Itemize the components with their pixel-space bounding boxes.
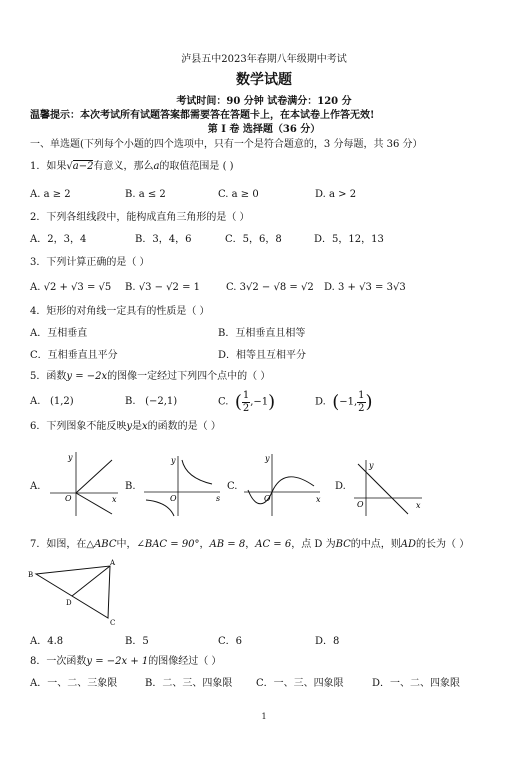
q6-option-b: B.	[125, 481, 136, 492]
q7-stem-b: 中，	[116, 539, 137, 550]
q3-option-a: A. √2 + √3 = √5	[30, 282, 112, 293]
question-8-stem	[30, 656, 221, 668]
q5-option-d	[315, 390, 373, 415]
q2-option-c: C．5，6，8	[225, 234, 282, 245]
q5-d-head: −1,	[339, 396, 358, 408]
question-5-stem	[30, 371, 270, 383]
q7-option-b: B．5	[125, 636, 149, 647]
q8-option-d: D．一、二、四象限	[372, 678, 461, 689]
q6-x: x	[142, 421, 148, 432]
q8-expr: y = −2x + 1	[86, 656, 149, 667]
q8-option-a: A．一、二、三象限	[30, 678, 118, 689]
q7-stem-e: ，点 D 为	[291, 539, 336, 550]
q5-option-c	[218, 390, 275, 415]
q5-d-fraction	[357, 390, 365, 415]
q5-c-den: 2	[242, 403, 250, 414]
y-label: y	[265, 454, 270, 463]
q2-option-a: A．2，3，4	[30, 234, 87, 245]
q4-option-c: C．互相垂直且平分	[30, 350, 118, 361]
q1-option-d: D. a > 2	[315, 189, 357, 200]
x-label: x	[416, 501, 421, 510]
q3-option-b: B. √3 − √2 = 1	[125, 282, 201, 293]
vertex-a-label: A	[110, 559, 116, 567]
q7-ab: AB = 8	[209, 539, 246, 550]
question-3-stem: 3．下列计算正确的是（ ）	[30, 257, 150, 268]
ray-up	[76, 460, 112, 493]
origin-label: O	[357, 500, 364, 509]
q1-stem-c: 的取值范围是 ( )	[159, 161, 234, 172]
q5-option-a	[30, 396, 74, 408]
q5-c-num: 1	[242, 390, 250, 401]
q7-stem-d: ，	[245, 539, 256, 550]
graph-c	[240, 450, 324, 518]
wave-curve	[248, 477, 314, 504]
median-ad	[72, 566, 110, 596]
exam-time-info: 考试时间：90 分钟 试卷满分：120 分	[176, 96, 352, 107]
part-title: 第 I 卷 选择题（36 分）	[207, 124, 321, 135]
q5-d-label: D.	[315, 396, 326, 408]
x-label: x	[316, 495, 321, 504]
exam-name: 泸县五中2023年春期八年级期中考试	[181, 54, 347, 65]
q1-stem-a: 1．如果	[30, 161, 67, 172]
q3-option-d: D. 3 + √3 = 3√3	[324, 282, 406, 293]
q6-stem-c: 的函数的是（ ）	[147, 421, 221, 432]
q6-option-d: D.	[335, 481, 346, 492]
hyperbola-branch-1	[182, 460, 212, 484]
origin-label: O	[170, 494, 177, 503]
subject-title: 数学试题	[236, 72, 292, 88]
q5-a-value: (1,2)	[49, 396, 74, 407]
y-label: y	[171, 456, 176, 465]
graph-d	[350, 458, 426, 518]
q5-a-label: A.	[30, 396, 41, 407]
q6-option-c: C.	[227, 481, 238, 492]
q5-d-den: 2	[358, 403, 365, 414]
triangle-figure	[26, 556, 126, 626]
vertex-c-label: C	[110, 619, 116, 626]
question-1-stem	[30, 161, 234, 173]
q5-stem-b: 的图像一定经过下列四个点中的（ ）	[107, 371, 271, 382]
q7-stem-a: 7．如图，在	[30, 539, 87, 550]
q7-ac: AC = 6	[255, 539, 292, 550]
q5-b-value: (−2,1)	[145, 396, 178, 407]
s-label: s	[216, 494, 221, 503]
q8-option-b: B．二、三、四象限	[145, 678, 233, 689]
question-6-stem	[30, 421, 221, 433]
q1-option-b: B. a ≤ 2	[125, 189, 166, 200]
q1-var: a	[153, 161, 160, 172]
q5-b-label: B.	[125, 396, 136, 407]
graph-b	[140, 452, 224, 520]
q5-c-label: C.	[218, 396, 229, 408]
question-2-stem: 2．下列各组线段中，能构成直角三角形的是（ ）	[30, 212, 250, 223]
vertex-b-label: B	[28, 571, 34, 579]
q7-option-a: A．4.8	[30, 636, 64, 647]
q7-option-d: D．8	[315, 636, 340, 647]
origin-label: O	[65, 494, 72, 503]
q5-stem-a: 5．函数	[30, 371, 67, 382]
q7-stem-c: ，	[199, 539, 210, 550]
q7-stem-g: 的长为（ ）	[416, 539, 470, 550]
q3-option-c: C. 3√2 − √8 = √2	[226, 282, 314, 293]
q5-c-fraction	[242, 390, 250, 415]
notice: 温馨提示：本次考试所有试题答案都需要答在答题卡上，在本试卷上作答无效!	[30, 110, 375, 121]
q4-option-b: B．互相垂直且相等	[218, 328, 306, 339]
q8-stem-a: 8．一次函数	[30, 656, 87, 667]
q7-stem-f: 的中点，则	[350, 539, 401, 550]
y-label: y	[68, 453, 73, 462]
paren-close: )	[365, 391, 373, 413]
q1-option-a: A. a ≥ 2	[30, 189, 71, 200]
q8-option-c: C．一、三、四象限	[256, 678, 344, 689]
paren-open: (	[332, 391, 340, 413]
q2-option-b: B．3，4，6	[135, 234, 192, 245]
q6-stem-b: 是	[132, 421, 143, 432]
q1-stem-b: 有意义，那么	[93, 161, 154, 172]
q2-option-d: D．5，12，13	[314, 234, 384, 245]
question-7-stem	[30, 539, 469, 551]
q6-y: y	[126, 421, 133, 432]
triangle-abc	[36, 566, 110, 618]
point-d-label: D	[66, 599, 72, 607]
q1-radicand: a−2	[72, 161, 94, 172]
q7-ad: AD	[400, 539, 417, 550]
ray-down	[76, 493, 112, 514]
paren-close: )	[268, 391, 276, 413]
q7-triangle: △ABC	[86, 539, 117, 550]
q1-option-c: C. a ≥ 0	[218, 189, 259, 200]
graph-a	[46, 448, 122, 518]
q4-option-d: D．相等且互相平分	[218, 350, 307, 361]
q4-option-a: A．互相垂直	[30, 328, 88, 339]
y-label: y	[369, 461, 374, 470]
q5-d-num: 1	[358, 390, 365, 401]
x-label: x	[112, 495, 117, 504]
origin-label: O	[264, 494, 271, 503]
q6-stem-a: 6．下列图象不能反映	[30, 421, 127, 432]
q7-angle: ∠BAC = 90°	[136, 539, 200, 550]
line-decreasing	[358, 464, 408, 514]
question-4-stem: 4．矩形的对角线一定具有的性质是（ ）	[30, 306, 210, 317]
page-number: 1	[261, 712, 267, 721]
q5-expr: y = −2x	[66, 371, 108, 382]
q6-option-a: A.	[30, 481, 41, 492]
q7-bc: BC	[335, 539, 351, 550]
section-intro: 一、单选题(下列每个小题的四个选项中，只有一个是符合题意的，3 分每题，共 36 分）	[30, 139, 423, 150]
q7-option-c: C．6	[218, 636, 243, 647]
paren-open: (	[234, 391, 242, 413]
sqrt-sign: √	[66, 161, 73, 172]
q8-stem-b: 的图像经过（ ）	[148, 656, 222, 667]
q5-option-b	[125, 396, 177, 408]
q5-c-tail: ,−1	[250, 396, 269, 408]
